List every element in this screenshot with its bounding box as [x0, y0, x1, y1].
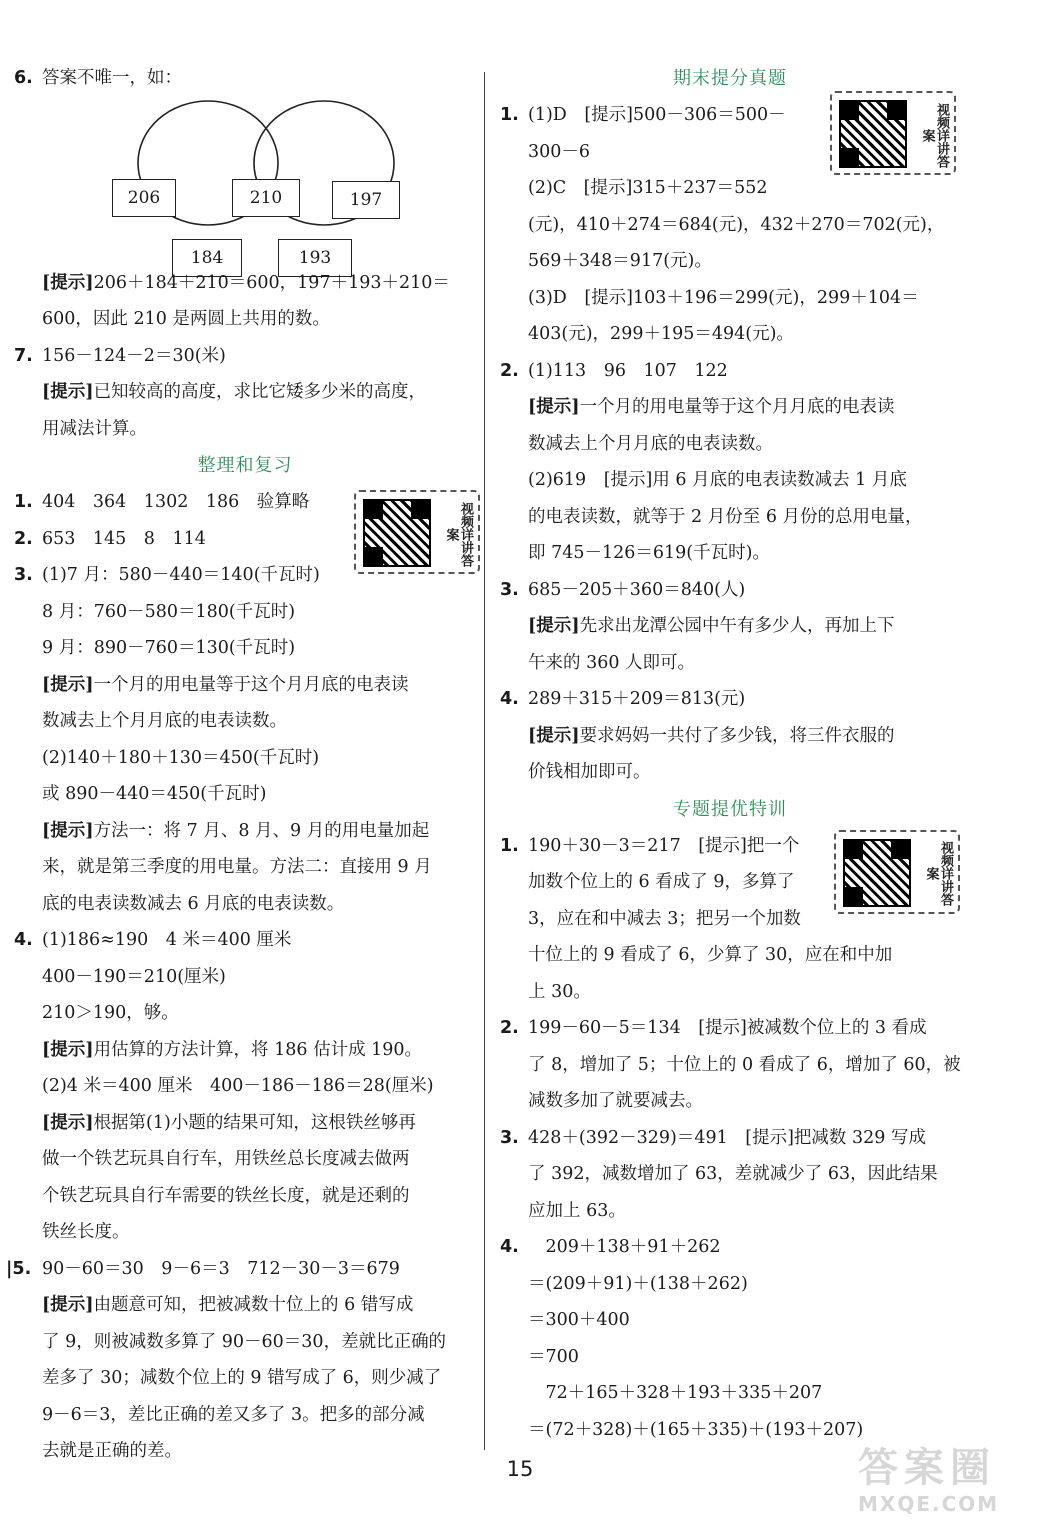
- r2: 2. 653 145 8 114: [14, 528, 206, 549]
- s4-line: 72＋165＋328＋193＋335＋207: [528, 1383, 823, 1403]
- s1-line: 上 30。: [528, 981, 591, 1002]
- p1-line: (元)，410＋274＝684(元)，432＋270＝702(元)，: [528, 214, 945, 235]
- p2: 2. (1)113 96 107 122: [500, 360, 728, 381]
- s1-line: 十位上的 9 看成了 6，少算了 30，应在和中加: [528, 945, 893, 965]
- s3-line: 应加上 63。: [528, 1200, 626, 1221]
- s2: 2. 199－60－5＝134 [提示]被减数个位上的 3 看成: [500, 1018, 927, 1038]
- p4-hint: [提示]要求妈妈一共付了多少钱，将三件衣服的: [528, 725, 895, 746]
- watermark-url: MXQE.COM: [858, 1492, 1000, 1516]
- r5-hint: [提示]由题意可知，把被减数十位上的 6 错写成: [42, 1295, 414, 1315]
- s4: 4. 209＋138＋91＋262: [500, 1237, 721, 1257]
- box-206: 206: [112, 179, 176, 217]
- section-title-special-training: 专题提优特训: [673, 798, 787, 820]
- review-block: [6, 484, 476, 1470]
- p4: 4. 289＋315＋209＝813(元): [500, 689, 746, 709]
- p1: 1. (1)D [提示]500－306＝500－: [500, 105, 786, 125]
- r3: 3. (1)7 月：580－440＝140(千瓦时): [14, 565, 320, 585]
- r4-line: 个铁艺玩具自行车需要的铁丝长度，就是还剩的: [42, 1185, 410, 1206]
- q6-hint-line2: 600，因此 210 是两圆上共用的数。: [42, 309, 330, 329]
- box-184: 184: [172, 239, 242, 277]
- r1: 1. 404 364 1302 186 验算略: [14, 492, 310, 512]
- s3: 3. 428＋(392－329)＝491 [提示]把减数 329 写成: [500, 1127, 926, 1148]
- s2-line: 了 8，增加了 5；十位上的 0 看成了 6，增加了 60，被: [528, 1054, 961, 1075]
- q7-hint-line2: 用减法计算。: [42, 418, 147, 439]
- s1: 1. 190＋30－3＝217 [提示]把一个: [500, 835, 800, 856]
- s4-line: ＝300＋400: [528, 1310, 630, 1330]
- right-column: [500, 60, 960, 1448]
- r5-line: 9－6＝3，差比正确的差又多了 3。把多的部分减: [42, 1404, 425, 1425]
- r5-line: 了 9，则被减数多算了 90－60＝30，差就比正确的: [42, 1331, 447, 1352]
- box-210: 210: [232, 179, 300, 217]
- qr-label: 视频详讲答案: [443, 501, 473, 567]
- p2-hint: [提示]一个月的用电量等于这个月月底的电表读: [528, 397, 895, 417]
- s3-line: 了 392，减数增加了 63，差就减少了 63，因此结果: [528, 1164, 938, 1184]
- r4-line: (2)4 米＝400 厘米 400－186－186＝28(厘米): [42, 1076, 434, 1096]
- r3-line: (2)140＋180＋130＝450(千瓦时): [42, 747, 320, 768]
- r4-hint: [提示]根据第(1)小题的结果可知，这根铁丝够再: [42, 1112, 416, 1133]
- s4-line: ＝(72＋328)＋(165＋335)＋(193＋207): [528, 1419, 864, 1440]
- r3-line: 8 月：760－580＝180(千瓦时): [42, 601, 296, 622]
- q7-number: 7.: [14, 345, 33, 366]
- p1-line: 300－6: [528, 141, 591, 162]
- q6: 6. 答案不唯一，如：: [14, 60, 476, 97]
- r3-hint: [提示]一个月的用电量等于这个月月底的电表读: [42, 674, 409, 695]
- p3: 3. 685－205＋360＝840(人): [500, 579, 746, 600]
- r5: |5. 90－60＝30 9－6＝3 712－30－3＝679: [6, 1258, 400, 1279]
- qr-label: 视频详讲答案: [923, 841, 953, 906]
- r3-hint: [提示]方法一：将 7 月、8 月、9 月的用电量加起: [42, 820, 430, 841]
- p4-line: 价钱相加即可。: [528, 762, 651, 782]
- watermark-title: 答案圈: [858, 1445, 996, 1491]
- qr-label: 视频详讲答案: [919, 102, 949, 168]
- r3-line: 底的电表读数减去 6 月底的电表读数。: [42, 893, 345, 914]
- r3-line: 或 890－440＝450(千瓦时): [42, 784, 267, 804]
- q7: 7. 156－124－2＝30(米): [14, 338, 476, 375]
- section-title-final-exam: 期末提分真题: [673, 68, 787, 89]
- p2-line: 数减去上个月月底的电表读数。: [528, 433, 773, 454]
- column-divider: [484, 72, 485, 1450]
- s2-line: 减数多加了就要减去。: [528, 1091, 703, 1111]
- r5-line: 去就是正确的差。: [42, 1441, 182, 1461]
- watermark-logo: [858, 1444, 1026, 1526]
- q6-hint-line1: [提示]206＋184＋210＝600，197＋193＋210＝: [42, 272, 450, 293]
- p1-line: 569＋348＝917(元)。: [528, 251, 712, 271]
- venn-diagram: [14, 97, 476, 268]
- r3-line: 9 月：890－760＝130(千瓦时): [42, 638, 296, 658]
- r4-line: 400－190＝210(厘米): [42, 966, 226, 987]
- r4-hint: [提示]用估算的方法计算，将 186 估计成 190。: [42, 1039, 423, 1060]
- section-title-review: 整理和复习: [197, 455, 293, 476]
- p3-hint: [提示]先求出龙潭公园中午有多少人，再加上下: [528, 616, 895, 636]
- r3-line: 来，就是第三季度的用电量。方法二：直接用 9 月: [42, 857, 432, 877]
- r4-line: 做一个铁艺玩具自行车，用铁丝总长度减去做两: [42, 1149, 410, 1169]
- q6-number: 6.: [14, 68, 33, 88]
- box-193: 193: [278, 239, 352, 277]
- p1-line: (3)D [提示]103＋196＝299(元)，299＋104＝: [528, 287, 919, 308]
- final-exam-block: [500, 97, 960, 791]
- s4-line: ＝700: [528, 1346, 579, 1367]
- p2-line: 即 745－126＝619(千瓦时)。: [528, 543, 770, 563]
- r5-line: 差多了 30；减数个位上的 9 错写成了 6，则少减了: [42, 1368, 442, 1388]
- p1-line: 403(元)，299＋195＝494(元)。: [528, 324, 794, 344]
- p3-line: 午来的 360 人即可。: [528, 652, 696, 673]
- r4: 4. (1)186≈190 4 米＝400 厘米: [14, 930, 292, 950]
- p1-line: (2)C [提示]315＋237＝552: [528, 178, 768, 198]
- page-number: 15: [506, 1457, 534, 1481]
- r4-line: 210＞190，够。: [42, 1003, 179, 1023]
- p2-line: (2)619 [提示]用 6 月底的电表读数减去 1 月底: [528, 470, 907, 490]
- s1-line: 3，应在和中减去 3；把另一个加数: [528, 908, 801, 929]
- s1-line: 加数个位上的 6 看成了 9，多算了: [528, 872, 795, 892]
- left-column: [6, 60, 476, 1470]
- q7-hint-line1: [提示]已知较高的高度，求比它矮多少米的高度，: [42, 382, 427, 402]
- p2-line: 的电表读数，就等于 2 月份至 6 月份的总用电量，: [528, 506, 923, 527]
- r3-line: 数减去上个月月底的电表读数。: [42, 711, 287, 731]
- box-197: 197: [332, 181, 400, 219]
- r4-line: 铁丝长度。: [42, 1222, 130, 1242]
- s4-line: ＝(209＋91)＋(138＋262): [528, 1273, 748, 1294]
- special-training-block: [500, 828, 960, 1449]
